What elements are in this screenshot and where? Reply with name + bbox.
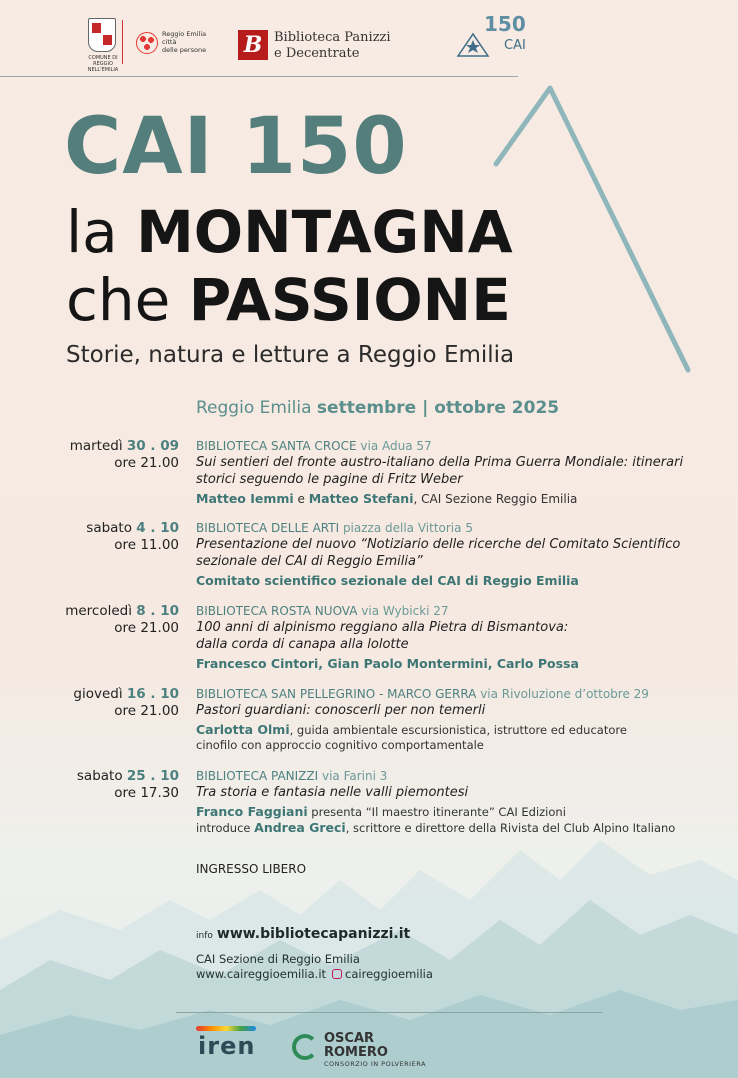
- event-day: mercoledì 8 . 10: [65, 603, 179, 619]
- instagram-handle-link[interactable]: caireggioemilia: [345, 967, 433, 981]
- cai-mountain-star-icon: [456, 30, 490, 58]
- event-time: ore 21.00: [114, 620, 179, 636]
- comune-label: COMUNE DI REGGIO NELL'EMILIA: [87, 55, 119, 73]
- cai-number: 150: [484, 12, 526, 36]
- event-day: sabato 25 . 10: [76, 768, 179, 784]
- info-url-link[interactable]: www.bibliotecapanizzi.it: [216, 926, 411, 942]
- event-speakers: Matteo Iemmi e Matteo Stefani, CAI Sezione Reggio Emilia: [196, 491, 578, 506]
- event-time: ore 21.00: [114, 455, 179, 471]
- event-place: BIBLIOTECA SANTA CROCE via Adua 57: [196, 439, 432, 453]
- cai-150-logo: [448, 12, 534, 72]
- event-title: Pastori guardiani: conoscerli per non temerli: [196, 703, 486, 718]
- event-introducer: introduce Andrea Greci, scrittore e direttore della Rivista del Club Alpino Italiano: [196, 819, 676, 835]
- reggio-emilia-logo: [136, 28, 216, 62]
- comune-logo: [78, 18, 128, 74]
- event-speakers: Francesco Cintori, Gian Paolo Montermini, Carlo Possa: [196, 656, 579, 671]
- cai-contact: [196, 952, 433, 982]
- event-title: Sui sentieri del fronte austro-italiano della Prima Guerra Mondiale: itinerari storici seguendo le pagine di Fritz Weber: [196, 455, 684, 487]
- event-title: Tra storia e fantasia nelle valli piemontesi: [196, 785, 469, 800]
- reggio-dots-icon: [136, 32, 158, 54]
- event-speakers: Carlotta Olmi, guida ambientale escursionistica, istruttore ed educatore cinofilo con approccio cognitivo comportamentale: [196, 721, 627, 752]
- event-time: ore 11.00: [114, 537, 179, 553]
- title-line-passione: che PASSIONE: [66, 266, 511, 334]
- event-day: sabato 4 . 10: [86, 520, 179, 536]
- oscar-label-2: ROMERO: [324, 1045, 388, 1060]
- event-place: BIBLIOTECA SAN PELLEGRINO - MARCO GERRA via Rivoluzione d’ottobre 29: [196, 687, 649, 701]
- iren-logo: [196, 1026, 258, 1062]
- reggio-label-3: delle persone: [162, 46, 207, 54]
- info-line: [196, 926, 410, 942]
- cai-label: CAI: [504, 38, 526, 53]
- event-time: ore 17.30: [114, 785, 179, 801]
- event-day: giovedì 16 . 10: [73, 686, 179, 702]
- biblioteca-panizzi-logo: [238, 28, 408, 64]
- comune-crest-icon: [88, 18, 116, 52]
- event-speakers: Franco Faggiani presenta “Il maestro itinerante” CAI Edizioni: [196, 803, 566, 819]
- instagram-icon: [332, 969, 342, 979]
- event-day: martedì 30 . 09: [69, 438, 179, 454]
- cai-website-link[interactable]: www.caireggioemilia.it: [196, 967, 327, 981]
- biblioteca-mark-icon: B: [238, 30, 268, 60]
- event-speakers: Comitato scientifico sezionale del CAI di Reggio Emilia: [196, 573, 579, 588]
- event-place: BIBLIOTECA DELLE ARTI piazza della Vittoria 5: [196, 521, 473, 535]
- ingresso-libero: INGRESSO LIBERO: [196, 862, 307, 876]
- oscar-romero-logo: [292, 1030, 442, 1070]
- info-label: info: [196, 931, 213, 941]
- header-rule: [0, 76, 518, 77]
- event-place: BIBLIOTECA ROSTA NUOVA via Wybicki 27: [196, 604, 449, 618]
- oscar-label-1: OSCAR: [324, 1031, 375, 1046]
- subtitle: Storie, natura e letture a Reggio Emilia: [66, 342, 515, 368]
- logo-divider: [122, 20, 123, 64]
- event-time: ore 21.00: [114, 703, 179, 719]
- event-title: 100 anni di alpinismo reggiano alla Pietra di Bismantova: dalla corda di canapa alla lolotte: [196, 620, 569, 652]
- cai-section-name: CAI Sezione di Reggio Emilia: [196, 952, 360, 966]
- event-title: Presentazione del nuovo “Notiziario delle ricerche del Comitato Scientifico sezionale del CAI di Reggio Emilia”: [196, 537, 681, 569]
- footer-rule: [176, 1012, 602, 1013]
- title-line-montagna: la MONTAGNA: [66, 198, 513, 266]
- iren-rainbow-icon: [196, 1026, 256, 1031]
- title-cai-150: CAI 150: [64, 102, 408, 192]
- event-place: BIBLIOTECA PANIZZI via Farini 3: [196, 769, 388, 783]
- biblioteca-label-1: Biblioteca Panizzi: [274, 30, 391, 45]
- oscar-subtitle: CONSORZIO IN POLVERIERA: [324, 1060, 426, 1068]
- dates-line: Reggio Emilia settembre | ottobre 2025: [196, 398, 560, 418]
- iren-label: iren: [198, 1032, 256, 1060]
- biblioteca-label-2: e Decentrate: [274, 46, 360, 61]
- reggio-label-2: città: [162, 38, 177, 46]
- reggio-label-1: Reggio Emilia: [162, 30, 207, 38]
- oscar-romero-mark-icon: [292, 1034, 318, 1060]
